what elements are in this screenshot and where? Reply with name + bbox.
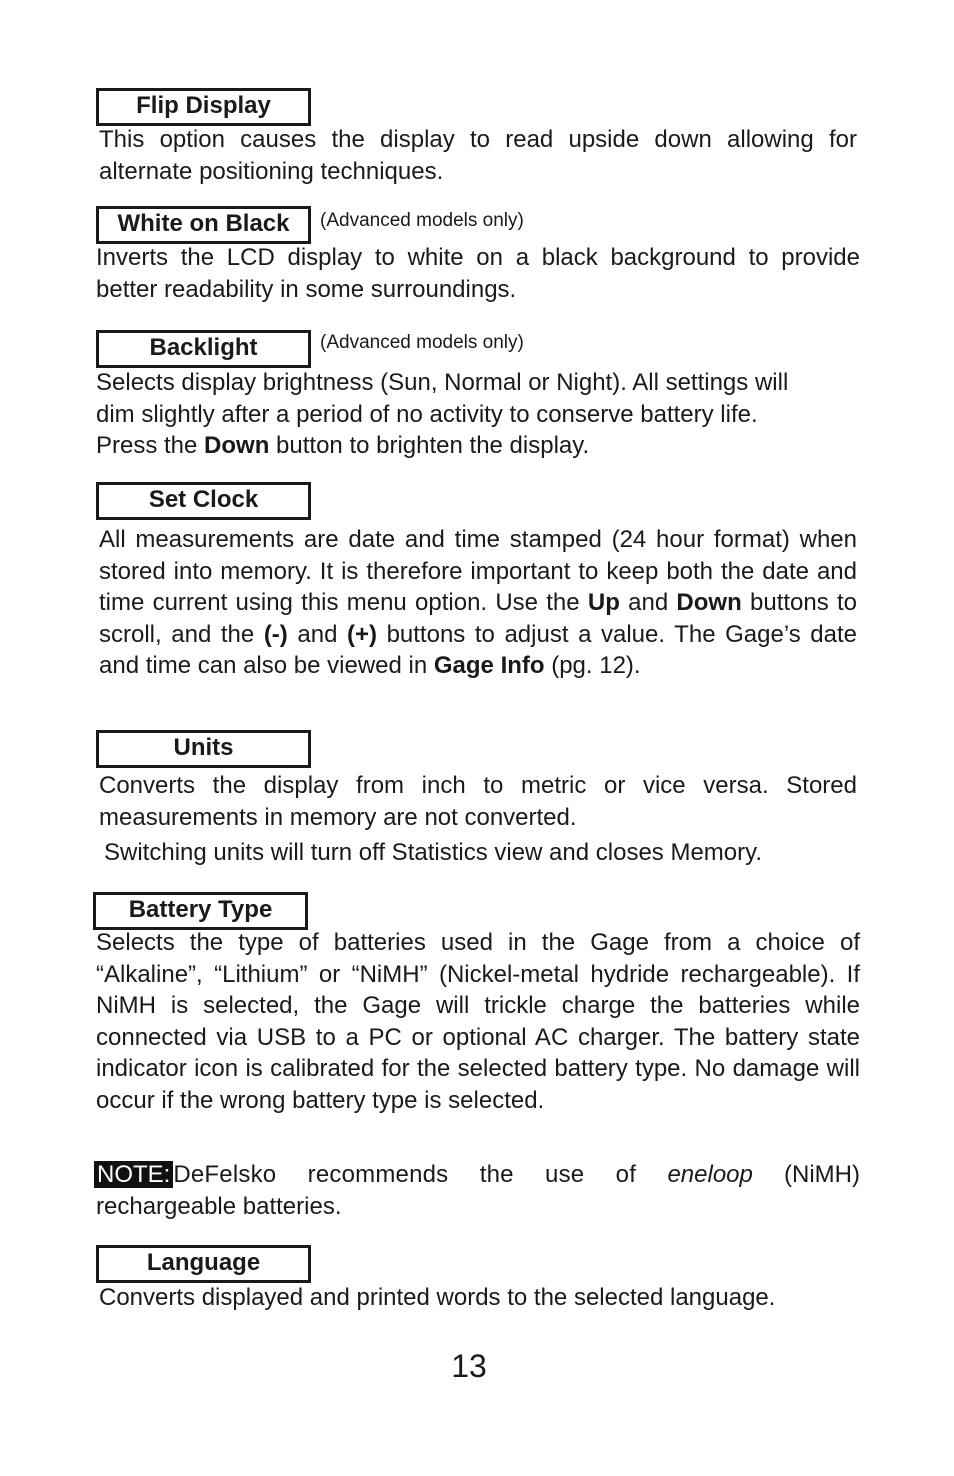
language-description: Converts displayed and printed words to the selected language.	[99, 1284, 776, 1311]
set-clock-text-1: All measurements are date and time stamped (24 hour format) when stored into memory. It is therefore important to keep both the date and time current using this menu option. Use the	[99, 526, 857, 616]
set-clock-description	[99, 524, 857, 682]
white-on-black-description: Inverts the LCD display to white on a black background to provide better readability in some surroundings.	[96, 244, 860, 303]
set-clock-bold-minus: (-)	[263, 620, 288, 648]
battery-type-note	[94, 1159, 860, 1222]
backlight-description	[96, 367, 860, 462]
units-heading: Units	[96, 730, 311, 768]
set-clock-text-3: buttons to scroll, and the	[99, 589, 857, 648]
page-number: 13	[451, 1348, 487, 1384]
note-eneloop: eneloop	[667, 1161, 753, 1188]
set-clock-bold-plus: (+)	[347, 620, 377, 648]
set-clock-bold-up: Up	[587, 589, 620, 616]
language-heading: Language	[96, 1245, 311, 1283]
backlight-line-2: dim slightly after a period of no activity to conserve battery life.	[96, 400, 758, 428]
white-on-black-heading: White on Black	[96, 206, 311, 244]
backlight-bold-down: Down	[204, 432, 270, 459]
white-on-black-model-note: (Advanced models only)	[320, 210, 524, 231]
backlight-text-post: button to brighten the display.	[269, 432, 590, 459]
note-label-badge: NOTE:	[94, 1161, 173, 1188]
note-text-pre: DeFelsko recommends the use of	[173, 1161, 668, 1188]
backlight-line-3	[96, 430, 860, 462]
backlight-line-1: Selects display brightness (Sun, Normal or Night). All settings will	[96, 369, 789, 396]
set-clock-heading: Set Clock	[96, 482, 311, 520]
set-clock-bold-down: Down	[676, 589, 742, 616]
set-clock-text-5: buttons to adjust a value. The Gage’s date and time can also be viewed in	[99, 620, 858, 679]
set-clock-bold-gage-info: Gage Info	[433, 652, 545, 679]
battery-type-description: Selects the type of batteries used in the Gage from a choice of “Alkaline”, “Lithium” or “NiMH” (Nickel-metal hydride rechargeable). If NiMH is selected, the Gage will trickle charge the batteries while connected via USB to a PC or optional AC charger. The battery state indicator icon is calibrated for the selected battery type. No damage will occur if the wrong battery type is selected.	[96, 929, 860, 1114]
battery-note-line-2: rechargeable batteries.	[96, 1192, 342, 1220]
set-clock-text-2: and	[619, 589, 677, 616]
flip-display-heading: Flip Display	[96, 88, 311, 126]
set-clock-text-6: (pg. 12).	[544, 652, 641, 679]
set-clock-text-4: and	[287, 620, 347, 648]
note-text-post: (NiMH)	[752, 1161, 860, 1188]
battery-note-line-1	[94, 1159, 860, 1191]
units-description: Converts the display from inch to metric or vice versa. Stored measurements in memory are not converted.	[99, 772, 857, 831]
flip-display-description: This option causes the display to read upside down allowing for alternate positioning techniques.	[99, 126, 857, 185]
backlight-text-pre: Press the	[96, 432, 205, 459]
backlight-heading: Backlight	[96, 330, 311, 368]
units-note: Switching units will turn off Statistics view and closes Memory.	[104, 839, 763, 866]
battery-type-heading: Battery Type	[93, 892, 308, 930]
backlight-model-note: (Advanced models only)	[320, 332, 524, 353]
